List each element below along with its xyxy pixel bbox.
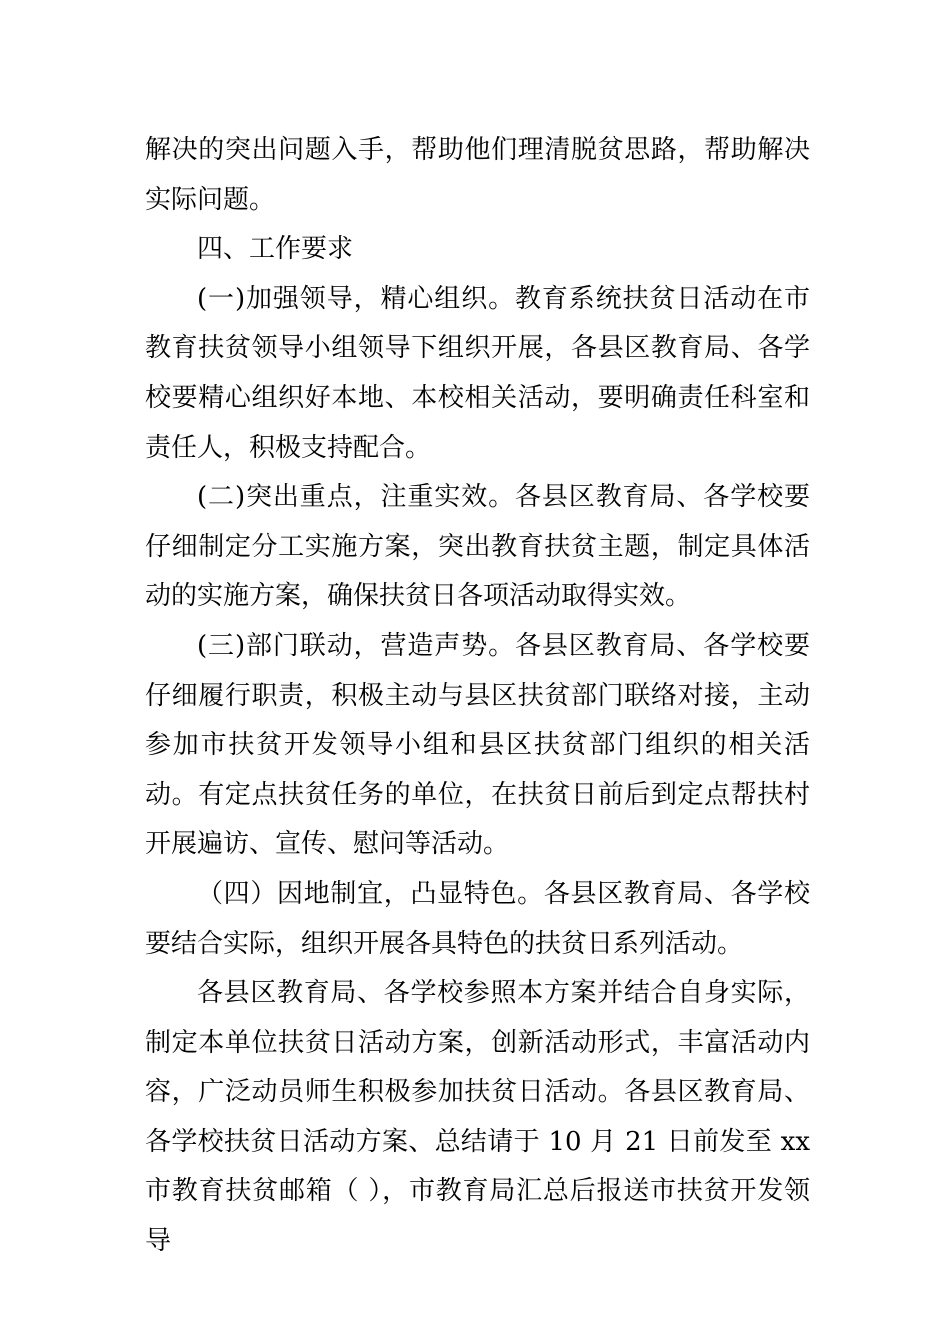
- paragraph-requirement-4: （四）因地制宜，凸显特色。各县区教育局、各学校要结合实际，组织开展各具特色的扶贫日系列活动。: [145, 878, 810, 959]
- paragraph-requirement-3: (三)部门联动，营造声势。各县区教育局、各学校要仔细履行职责，积极主动与县区扶贫部门联络对接，主动参加市扶贫开发领导小组和县区扶贫部门组织的相关活动。有定点扶贫任务的单位，在扶贫日前后到定点帮扶村开展遍访、宣传、慰问等活动。: [145, 630, 810, 860]
- section-heading: 四、工作要求: [197, 234, 354, 265]
- paragraph-requirement-1: (一)加强领导，精心组织。教育系统扶贫日活动在市教育扶贫领导小组领导下组织开展，各县区教育局、各学校要精心组织好本地、本校相关活动，要明确责任科室和责任人，积极支持配合。: [145, 283, 810, 463]
- document-body: [145, 126, 810, 1267]
- paragraph-requirement-2: (二)突出重点，注重实效。各县区教育局、各学校要仔细制定分工实施方案，突出教育扶贫主题，制定具体活动的实施方案，确保扶贫日各项活动取得实效。: [145, 482, 810, 612]
- paragraph-continuation: 解决的突出问题入手，帮助他们理清脱贫思路，帮助解决实际问题。: [145, 135, 810, 215]
- paragraph-closing: 各县区教育局、各学校参照本方案并结合自身实际，制定本单位扶贫日活动方案，创新活动形式，丰富活动内容，广泛动员师生积极参加扶贫日活动。各县区教育局、各学校扶贫日活动方案、总结请于 10 月 21 日前发至 xx 市教育扶贫邮箱（ ），市教育局汇总后报送市扶贫开发领导: [145, 978, 810, 1257]
